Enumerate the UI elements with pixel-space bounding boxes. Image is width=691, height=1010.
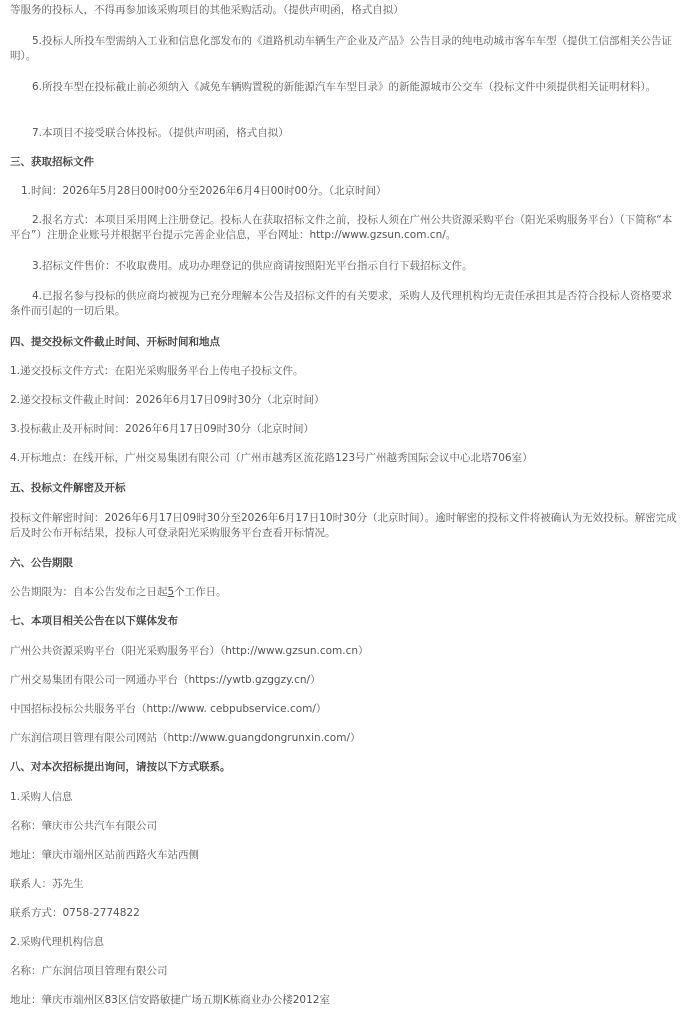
- sec4-item-2: 2.递交投标文件截止时间：2026年6月17日09时30分（北京时间）: [10, 394, 325, 406]
- buyer-contact: 联系人：苏先生: [10, 878, 84, 890]
- requirement-5: 5.投标人所投车型需纳入工业和信息化部发布的《道路机动车辆生产企业及产品》公告目录的纯电动城市客车车型（提供工信部相关公告证明）。: [10, 35, 673, 62]
- agent-name: 名称：广东润信项目管理有限公司: [10, 965, 168, 977]
- media-4: 广东润信项目管理有限公司网站（http://www.guangdongrunxin.com/）: [10, 732, 361, 744]
- sec5-body: 投标文件解密时间：2026年6月17日09时30分至2026年6月17日10时30分（北京时间）。逾时解密的投标文件将被确认为无效投标。解密完成后及时公布开标结果，投标人可登录阳光采购服务平台查看开标情况。: [10, 512, 677, 539]
- agent-address: 地址：肇庆市端州区83区信安路敏捷广场五期K栋商业办公楼2012室: [10, 994, 330, 1006]
- sec6-prefix: 公告期限为：自本公告发布之日起: [10, 586, 168, 598]
- intro-line: 等服务的投标人，不得再参加该采购项目的其他采购活动。（提供声明函，格式自拟）: [10, 4, 404, 16]
- sec6-suffix: 个工作日。: [174, 586, 227, 598]
- sec6-days: 5: [167, 586, 175, 598]
- media-1: 广州公共资源采购平台（阳光采购服务平台）（http://www.gzsun.com.cn）: [10, 645, 369, 657]
- sec6-body: [10, 585, 680, 600]
- buyer-phone: 联系方式：0758-2774822: [10, 907, 140, 919]
- buyer-name: 名称：肇庆市公共汽车有限公司: [10, 820, 157, 832]
- buyer-info-title: 1.采购人信息: [10, 791, 73, 803]
- requirement-6: 6.所投车型在投标截止前必须纳入《减免车辆购置税的新能源汽车车型目录》的新能源城市公交车（投标文件中须提供相关证明材料）。: [32, 81, 657, 93]
- agent-info-title: 2.采购代理机构信息: [10, 936, 105, 948]
- section-3-title: 三、获取招标文件: [10, 156, 94, 168]
- sec4-item-3: 3.投标截止及开标时间：2026年6月17日09时30分（北京时间）: [10, 423, 315, 435]
- media-3: 中国招标投标公共服务平台（http://www. cebpubservice.com/）: [10, 703, 327, 715]
- section-4-title: 四、提交投标文件截止时间、开标时间和地点: [10, 336, 220, 348]
- sec3-item-4: 4.已报名参与投标的供应商均被视为已充分理解本公告及招标文件的有关要求，采购人及代理机构均无责任承担其是否符合投标人资格要求条件而引起的一切后果。: [10, 290, 673, 317]
- section-6-title: 六、公告期限: [10, 557, 73, 569]
- media-2: 广州交易集团有限公司一网通办平台（https://ywtb.gzggzy.cn/）: [10, 674, 321, 686]
- sec4-item-1: 1.递交投标文件方式：在阳光采购服务平台上传电子投标文件。: [10, 365, 304, 377]
- sec3-item-2: 2.报名方式：本项目采用网上注册登记。投标人在获取招标文件之前，投标人须在广州公共资源采购平台（阳光采购服务平台）（下简称“本平台”）注册企业账号并根据平台提示完善企业信息，平台网址：http://www.gzsun.com.cn/。: [10, 214, 673, 241]
- section-5-title: 五、投标文件解密及开标: [10, 482, 126, 494]
- sec3-item-3: 3.招标文件售价：不收取费用。成功办理登记的供应商请按照阳光平台指示自行下载招标文件。: [32, 260, 473, 272]
- section-8-title: 八、对本次招标提出询问，请按以下方式联系。: [10, 761, 231, 773]
- requirement-7: 7.本项目不接受联合体投标。（提供声明函，格式自拟）: [32, 127, 289, 139]
- sec4-item-4: 4.开标地点：在线开标，广州交易集团有限公司（广州市越秀区流花路123号广州越秀国际会议中心北塔706室）: [10, 452, 533, 464]
- section-7-title: 七、本项目相关公告在以下媒体发布: [10, 615, 178, 627]
- buyer-address: 地址：肇庆市端州区站前西路火车站西侧: [10, 849, 199, 861]
- sec3-item-1: 1.时间：2026年5月28日00时00分至2026年6月4日00时00分。（北京时间）: [21, 185, 387, 197]
